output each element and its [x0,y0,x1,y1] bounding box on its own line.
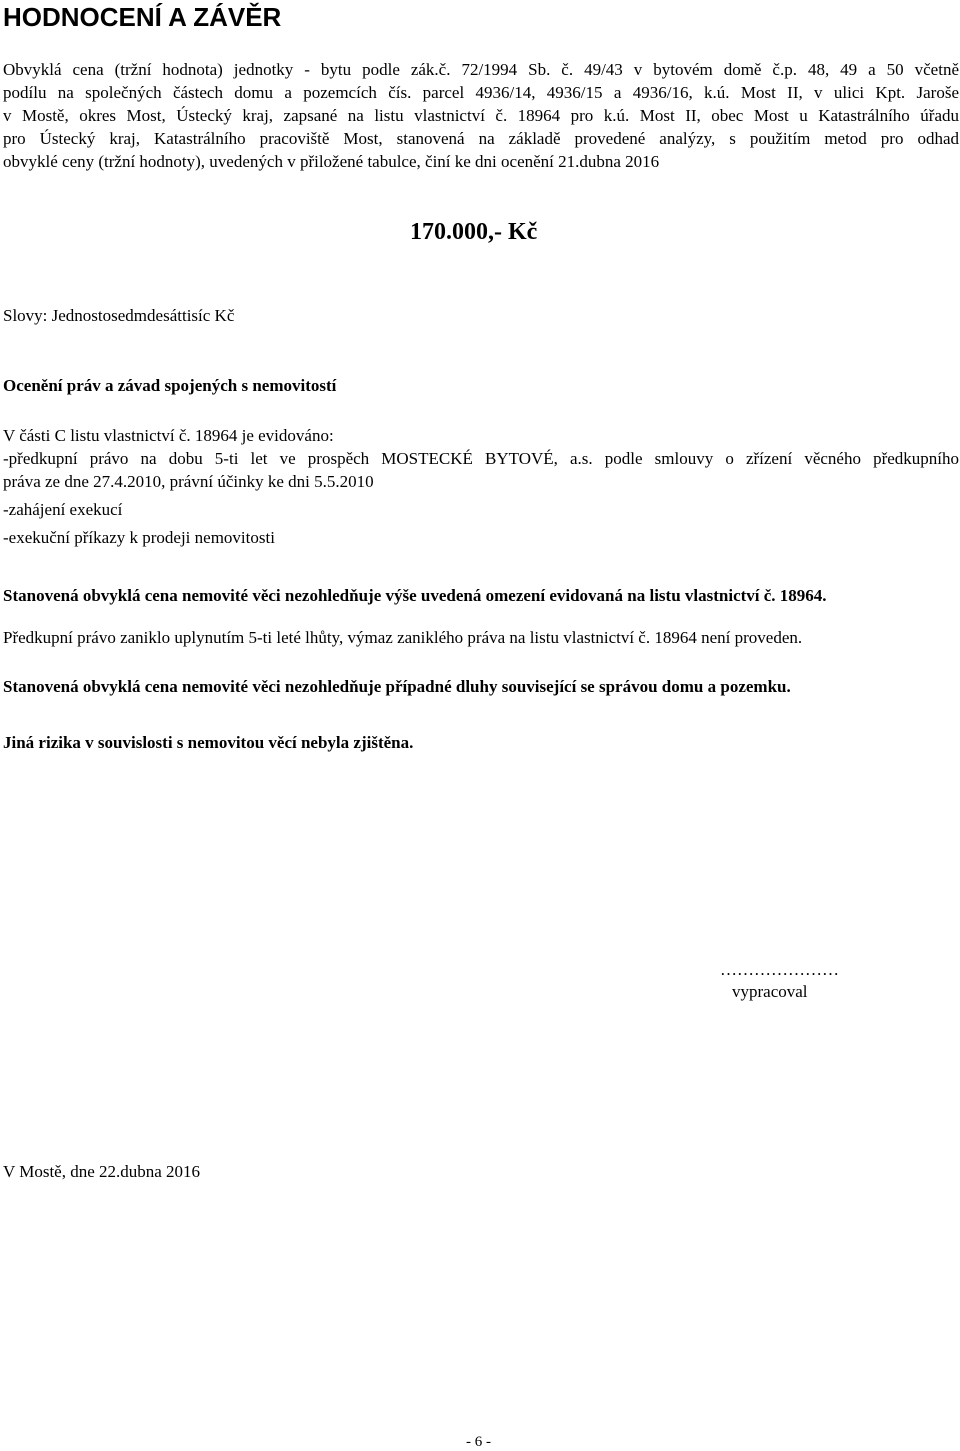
page-number: - 6 - [466,1434,491,1450]
price-in-words: Slovy: Jednostosedmdesáttisíc Kč [3,306,235,325]
price-value: 170.000,- Kč [410,219,538,245]
paragraph-line: podílu na společných částech domu a pozemcích čís. parcel 4936/14, 4936/15 a 4936/16, k.ú. Most II, v ulici Kpt. Jaroše [3,83,959,102]
rights-item-preemption [3,447,959,493]
signature-line: ………………… [720,960,839,979]
paragraph-line: Obvyklá cena (tržní hodnota) jednotky - bytu podle zák.č. 72/1994 Sb. č. 49/43 v bytovém domě č.p. 48, 49 a 50 včetně [3,60,959,79]
section-heading: HODNOCENÍ A ZÁVĚR [3,2,282,32]
rights-intro: V části C listu vlastnictví č. 18964 je evidováno: [3,426,334,445]
paragraph-line: práva ze dne 27.4.2010, právní účinky ke dni 5.5.2010 [3,472,374,491]
paragraph-line: -předkupní právo na dobu 5-ti let ve prospěch MOSTECKÉ BYTOVÉ, a.s. podle smlouvy o zřízení věcného předkupního [3,449,959,468]
statement-debts: Stanovená obvyklá cena nemovité věci nezohledňuje případné dluhy související se správou domu a pozemku. [3,677,791,696]
statement-preemption-expired: Předkupní právo zaniklo uplynutím 5-ti leté lhůty, výmaz zaniklého práva na listu vlastnictví č. 18964 není proveden. [3,628,803,647]
paragraph-line: obvyklé ceny (tržní hodnoty), uvedených v přiložené tabulce, činí ke dni ocenění 21.dubna 2016 [3,152,660,171]
paragraph-line: v Mostě, okres Most, Ústecký kraj, zapsané na listu vlastnictví č. 18964 pro k.ú. Most II, obec Most u Katastrálního úřadu [3,106,959,125]
statement-restrictions: Stanovená obvyklá cena nemovité věci nezohledňuje výše uvedená omezení evidovaná na listu vlastnictví č. 18964. [3,586,827,605]
paragraph-line: pro Ústecký kraj, Katastrálního pracoviště Most, stanovená na základě provedené analýzy, s použitím metod pro odhad [3,129,959,148]
rights-item-execution-start: -zahájení exekucí [3,500,123,519]
valuation-paragraph [3,58,959,173]
signature-label: vypracoval [732,982,808,1001]
rights-item-execution-orders: -exekuční příkazy k prodeji nemovitosti [3,528,275,547]
statement-other-risks: Jiná rizika v souvislosti s nemovitou věcí nebyla zjištěna. [3,733,414,752]
place-and-date: V Mostě, dne 22.dubna 2016 [3,1162,201,1181]
rights-heading: Ocenění práv a závad spojených s nemovitostí [3,376,337,395]
